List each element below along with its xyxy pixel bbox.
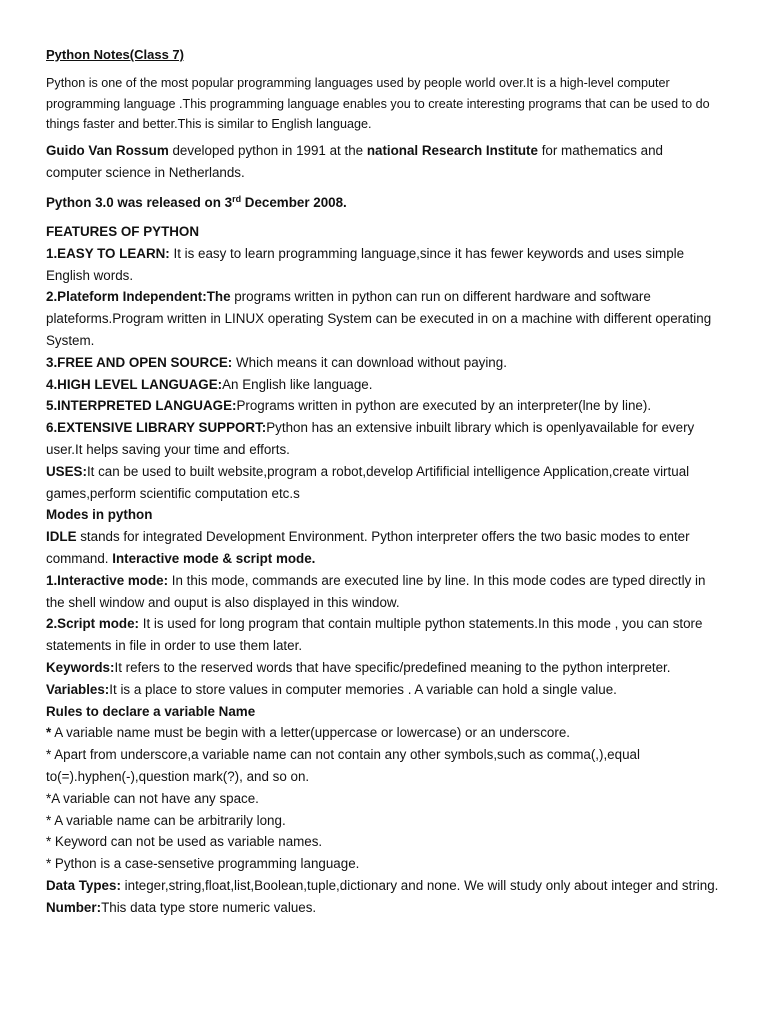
guido-text-1: developed python in 1991 at the: [168, 143, 367, 158]
rule-item: *A variable can not have any space.: [46, 790, 259, 806]
feature-item: 5.INTERPRETED LANGUAGE:Programs written in python are executed by an interpreter(lne by line).: [46, 398, 652, 414]
features-heading: FEATURES OF PYTHON: [46, 224, 200, 239]
rule-item: * Apart from underscore,a variable name can not contain any other symbols,such as comma(,),equal to(=).hyphen(-),question mark(?), and so on.: [46, 747, 640, 784]
guido-institute: national Research Institute: [366, 143, 538, 158]
main-notes: [46, 221, 722, 919]
rule-item: * A variable name can be arbitrarily long.: [46, 812, 286, 828]
data-types-paragraph: Data Types: integer,string,float,list,Boolean,tuple,dictionary and none. We will study only about integer and string.: [46, 877, 719, 893]
idle-paragraph: IDLE stands for integrated Development Environment. Python interpreter offers the two basic modes to enter command. Interactive mode & script mode.: [46, 529, 690, 566]
page-title: Python Notes(Class 7): [46, 47, 184, 62]
rule-item: * Python is a case-sensetive programming language.: [46, 856, 360, 872]
keywords-paragraph: Keywords:It refers to the reserved words that have specific/predefined meaning to the python interpreter.: [46, 659, 671, 675]
script-mode-paragraph: 2.Script mode: It is used for long program that contain multiple python statements.In this mode , you can store statements in file in order to use them later.: [46, 616, 703, 654]
feature-item: 4.HIGH LEVEL LANGUAGE:An English like language.: [46, 376, 373, 392]
variables-paragraph: Variables:It is a place to store values in computer memories . A variable can hold a single value.: [46, 681, 617, 697]
rule-item: * Keyword can not be used as variable names.: [46, 834, 323, 850]
feature-item: 1.EASY TO LEARN: It is easy to learn programming language,since it has fewer keywords and uses simple English words.: [46, 245, 685, 283]
rule-item: * A variable name must be begin with a letter(uppercase or lowercase) or an underscore.: [46, 725, 571, 741]
number-paragraph: Number:This data type store numeric values.: [46, 899, 317, 915]
release-text-2: December 2008.: [241, 195, 347, 210]
intro-paragraph: Python is one of the most popular programming languages used by people world over.It is a high-level computer programming language .This programming language enables you to create interesting programs that can be used to do things faster and better.This is similar to English language.: [46, 76, 710, 131]
release-paragraph: [46, 192, 722, 214]
feature-item: 6.EXTENSIVE LIBRARY SUPPORT:Python has an extensive inbuilt library which is openlyavailable for every user.It helps saving your time and efforts.: [46, 420, 695, 457]
uses-paragraph: USES:It can be used to built website,program a robot,develop Artifificial intelligence Application,create virtual games,perform scientific computation etc.s: [46, 463, 690, 501]
guido-name: Guido Van Rossum: [46, 143, 169, 158]
feature-item: 3.FREE AND OPEN SOURCE: Which means it can download without paying.: [46, 354, 507, 370]
release-text-1: Python 3.0 was released on 3: [46, 195, 233, 210]
modes-heading: Modes in python: [46, 507, 153, 523]
release-superscript: rd: [232, 194, 242, 204]
guido-text-2: for mathematics and computer science in Netherlands.: [46, 143, 664, 180]
rules-heading: Rules to declare a variable Name: [46, 703, 256, 719]
interactive-mode-paragraph: 1.Interactive mode: In this mode, commands are executed line by line. In this mode codes are typed directly in the shell window and ouput is also displayed in this window.: [46, 572, 706, 610]
guido-paragraph: [46, 140, 722, 184]
feature-item: 2.Plateform Independent:The programs written in python can run on different hardware and software plateforms.Program written in LINUX operating System can be executed in on a machine with different operating System.: [46, 289, 712, 348]
